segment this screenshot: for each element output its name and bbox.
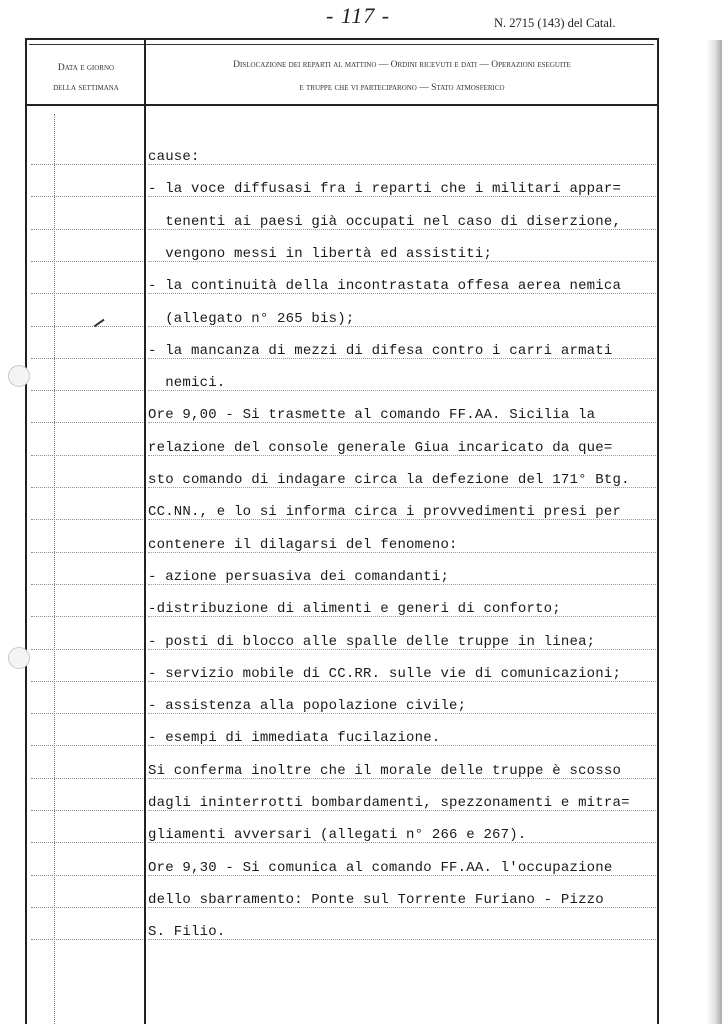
date-column-row [31,713,143,714]
content-column-header [150,54,654,100]
date-column-row [31,875,143,876]
body-text-line: CC.NN., e lo si informa circa i provvedimenti presi per [148,504,622,520]
punch-hole [8,365,30,387]
date-column-row [31,261,143,262]
date-column-row [31,229,143,230]
date-column-row [31,358,143,359]
frame-inner-rule [29,44,654,45]
scan-edge-shadow [706,40,722,1024]
body-text-line: tenenti ai paesi già occupati nel caso di diserzione, [148,214,622,230]
date-column-row [31,584,143,585]
date-column-row [31,810,143,811]
body-text-line: Ore 9,30 - Si comunica al comando FF.AA. l'occupazione [148,860,613,876]
body-text-line: nemici. [148,375,226,391]
date-column-header-line2: della settimana [53,83,119,93]
date-column-row [31,778,143,779]
date-column-row [31,293,143,294]
body-text-line: Ore 9,00 - Si trasmette al comando FF.AA. Sicilia la [148,407,596,423]
ruled-line [148,164,656,165]
date-column-row [31,326,143,327]
body-text-line: contenere il dilagarsi del fenomeno: [148,537,458,553]
content-column-header-line1: Dislocazione dei reparti al mattino — Ordini ricevuti e dati — Operazioni eseguite [233,60,571,70]
date-column-row [31,519,143,520]
body-text-line: relazione del console generale Giua incaricato da que= [148,440,613,456]
body-text-line: Si conferma inoltre che il morale delle truppe è scosso [148,763,622,779]
date-column-row [31,552,143,553]
body-text-line: - la continuità della incontrastata offesa aerea nemica [148,278,622,294]
date-column-row [31,487,143,488]
body-text-line: S. Filio. [148,924,226,940]
body-text-line: dello sbarramento: Ponte sul Torrente Furiano - Pizzo [148,892,604,908]
date-column-row [31,842,143,843]
column-divider [144,38,146,1024]
date-column-row [31,422,143,423]
date-column-row [31,907,143,908]
date-column-row [31,681,143,682]
date-column-header [30,58,142,98]
date-column-row [31,164,143,165]
date-column-row [31,455,143,456]
body-text-line: cause: [148,149,200,165]
date-column-row [31,390,143,391]
date-column-row [31,649,143,650]
content-column-header-line2: e truppe che vi parteciparono — Stato atmosferico [299,83,505,93]
body-text-line: sto comando di indagare circa la defezione del 171° Btg. [148,472,630,488]
date-column-header-line1: Data e giorno [57,63,115,73]
body-text-line: - assistenza alla popolazione civile; [148,698,467,714]
body-text-line: vengono messi in libertà ed assistiti; [148,246,493,262]
punch-hole [8,647,30,669]
body-text-line: (allegato n° 265 bis); [148,311,355,327]
body-text-line: dagli ininterrotti bombardamenti, spezzonamenti e mitra= [148,795,630,811]
body-text-line: - esempi di immediata fucilazione. [148,730,441,746]
date-column-row [31,939,143,940]
body-text-line: - servizio mobile di CC.RR. sulle vie di comunicazioni; [148,666,622,682]
body-text-line: - posti di blocco alle spalle delle truppe in linea; [148,634,596,650]
catalog-reference: N. 2715 (143) del Catal. [494,16,616,30]
body-text-line: -distribuzione di alimenti e generi di conforto; [148,601,561,617]
body-text-line: gliamenti avversari (allegati n° 266 e 267). [148,827,527,843]
header-divider [25,104,659,106]
date-column-row [31,616,143,617]
body-text-line: - la mancanza di mezzi di difesa contro i carri armati [148,343,613,359]
date-column-row [31,196,143,197]
body-text-line: - azione persuasiva dei comandanti; [148,569,450,585]
page-number: - 117 - [326,3,391,28]
date-column-row [31,745,143,746]
date-column-dotted-divider [54,114,55,1024]
body-text-line: - la voce diffusasi fra i reparti che i militari appar= [148,181,622,197]
